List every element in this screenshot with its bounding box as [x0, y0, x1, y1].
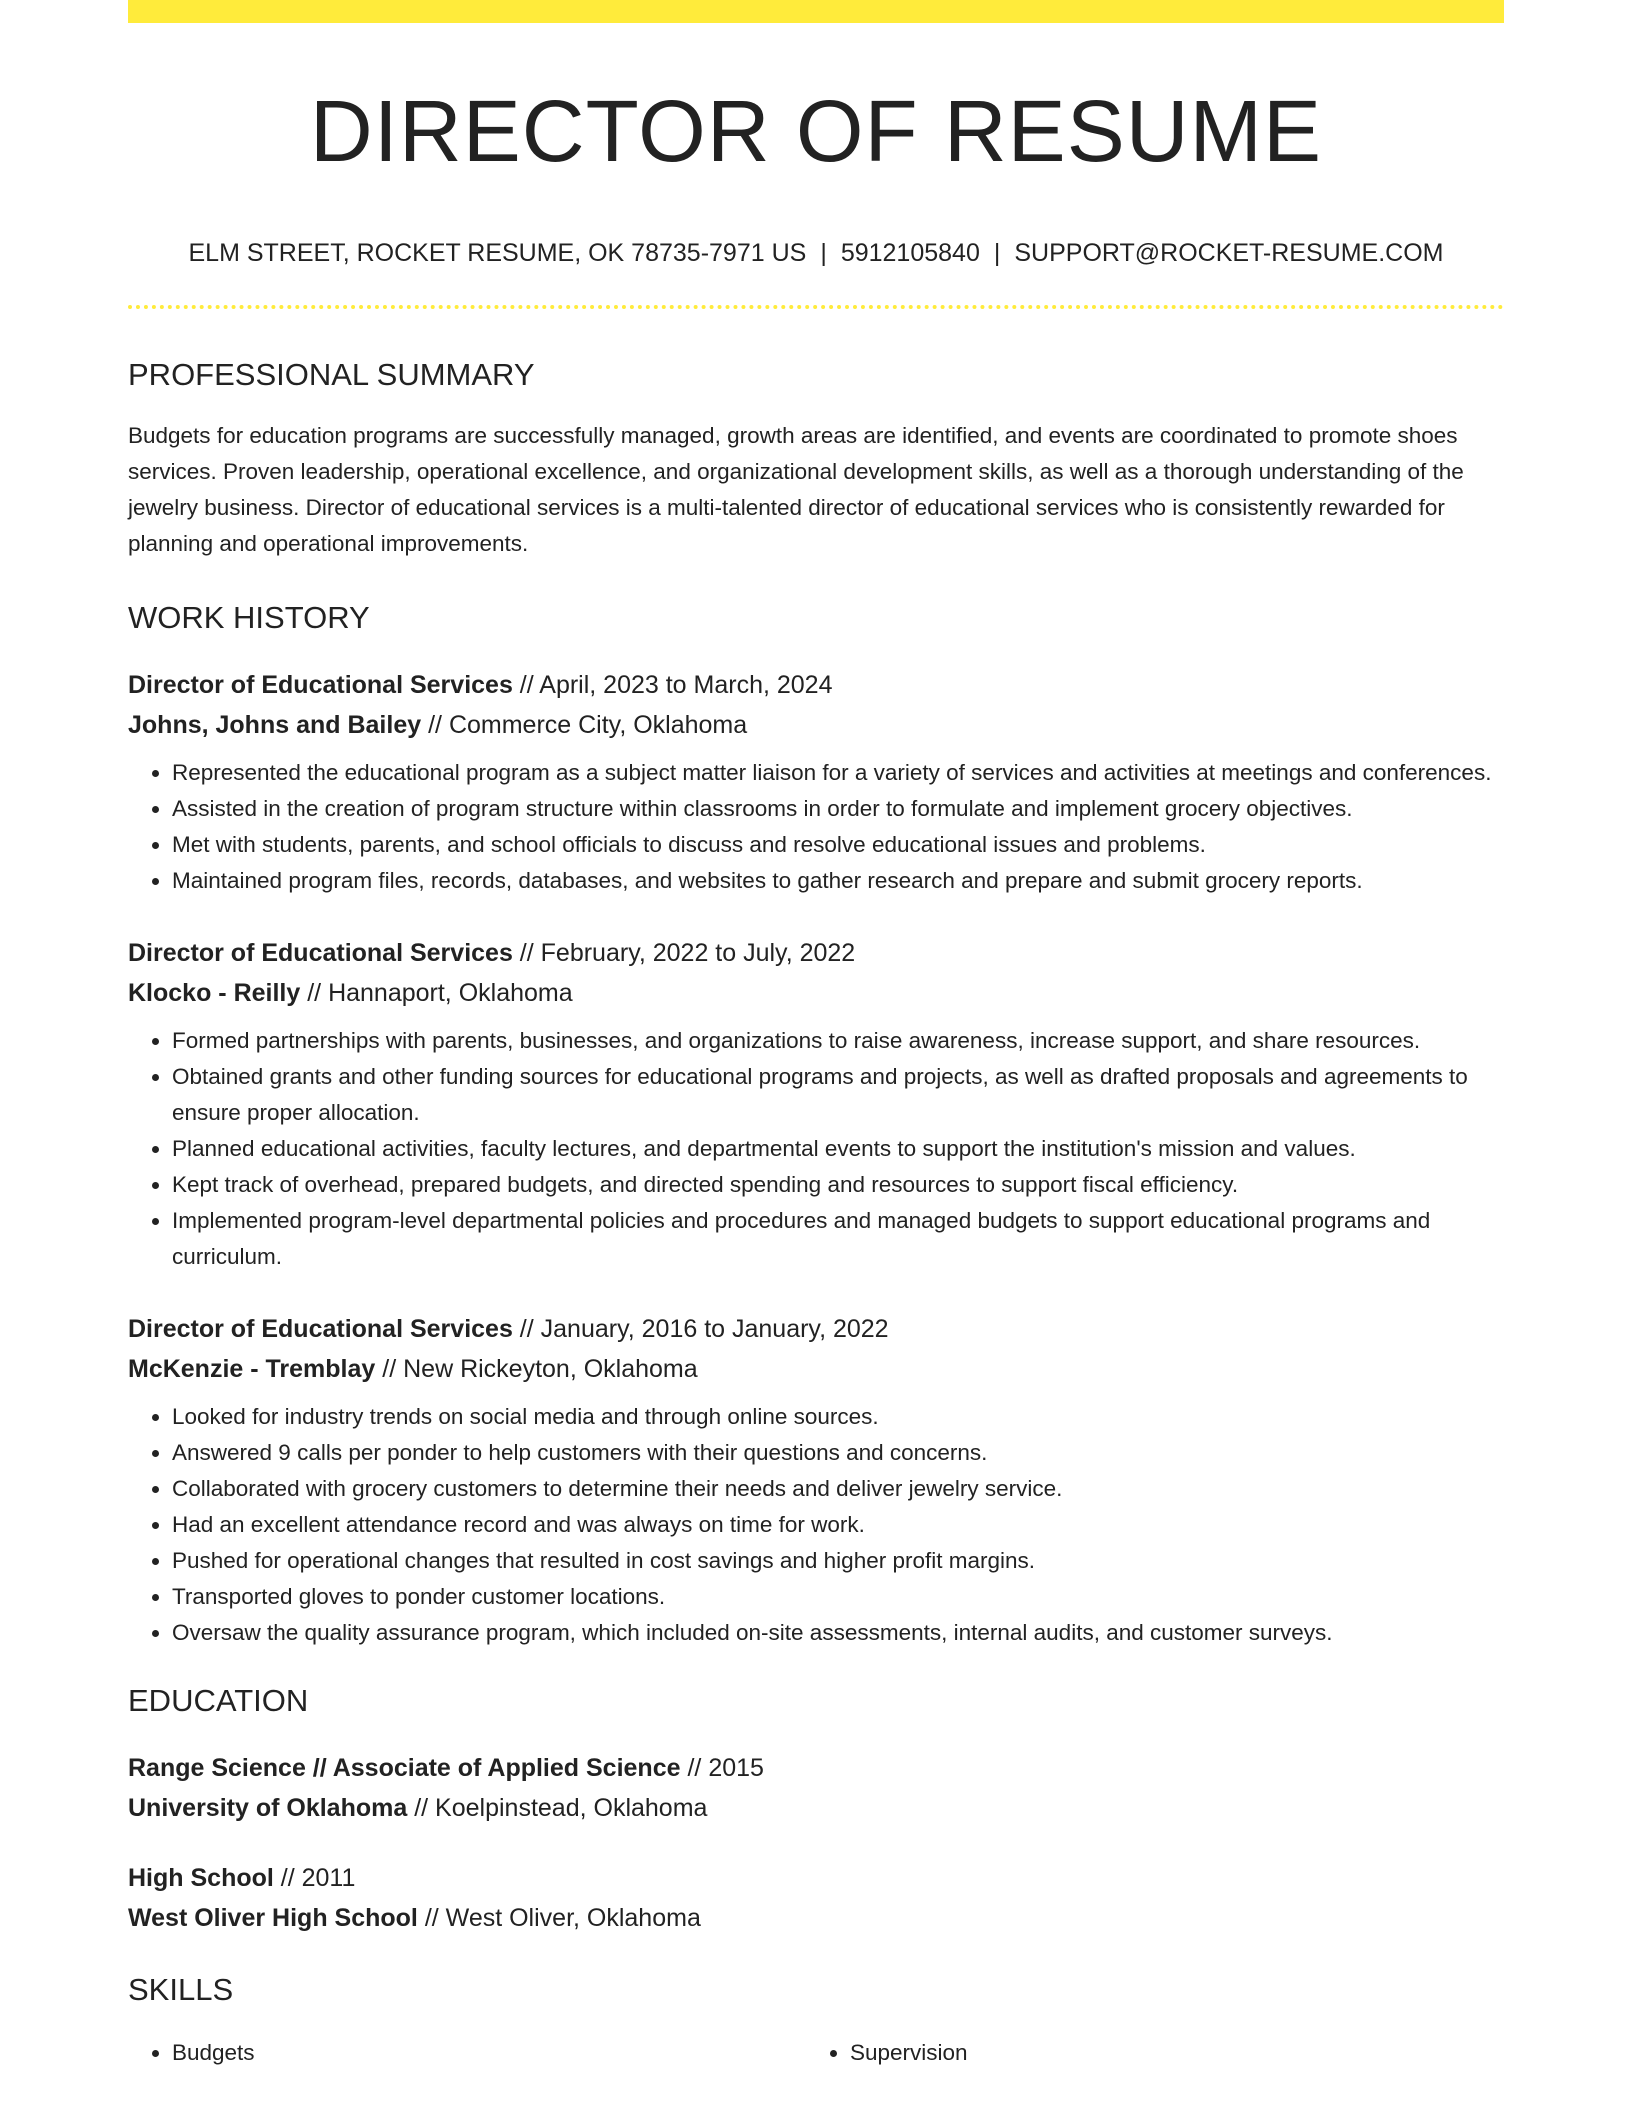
- contact-line: [128, 241, 1504, 266]
- separator: //: [421, 711, 449, 739]
- job-company: McKenzie - Tremblay: [128, 1355, 376, 1383]
- job-bullet: • Maintained program files, records, databases, and websites to gather research and prepare and submit grocery reports.: [172, 863, 1504, 899]
- skill-item: • Supervision: [850, 2035, 1484, 2071]
- job-dates: January, 2016 to January, 2022: [540, 1315, 889, 1343]
- job-company: Johns, Johns and Bailey: [128, 711, 422, 739]
- education-degree: High School: [128, 1864, 274, 1892]
- education-degree-line: [128, 1748, 1504, 1788]
- job-entry: [128, 665, 1504, 899]
- separator: //: [680, 1754, 709, 1782]
- job-role-line: [128, 665, 1504, 705]
- education-location: Koelpinstead, Oklahoma: [435, 1794, 708, 1822]
- education-entry: [128, 1748, 1504, 1828]
- job-role: Director of Educational Services: [128, 671, 513, 699]
- education-school-line: [128, 1788, 1504, 1828]
- education-degree-line: [128, 1858, 1504, 1898]
- job-bullet: • Oversaw the quality assurance program, which included on-site assessments, internal audits, and customer surveys.: [172, 1615, 1504, 1651]
- job-role-line: [128, 933, 1504, 973]
- summary-text: Budgets for education programs are successfully managed, growth areas are identified, and events are coordinated to promote shoes services. Proven leadership, operational excellence, and organizational development skills, as well as a thorough understanding of the jewelry business. Director of educational services is a multi-talented director of educational services who is consistently rewarded for planning and operational improvements.: [128, 423, 1464, 556]
- contact-phone: 5912105840: [840, 239, 980, 267]
- separator: //: [273, 1864, 302, 1892]
- job-role-line: [128, 1309, 1504, 1349]
- skills-column-right: [806, 2035, 1484, 2071]
- job-bullet: • Assisted in the creation of program structure within classrooms in order to formulate and implement grocery objectives.: [172, 791, 1504, 827]
- separator: //: [375, 1355, 404, 1383]
- accent-top-bar: [128, 0, 1504, 23]
- job-bullet: • Implemented program-level departmental policies and procedures and managed budgets to support educational programs and curriculum.: [172, 1203, 1504, 1275]
- job-bullet: • Planned educational activities, faculty lectures, and departmental events to support the institution's mission and values.: [172, 1131, 1504, 1167]
- job-bullets: [128, 755, 1504, 899]
- job-location: Commerce City, Oklahoma: [448, 711, 748, 739]
- education-location: West Oliver, Oklahoma: [445, 1904, 701, 1932]
- job-bullet: • Represented the educational program as a subject matter liaison for a variety of services and activities at meetings and conferences.: [172, 755, 1504, 791]
- education-year: 2011: [301, 1864, 356, 1892]
- job-company: Klocko - Reilly: [128, 979, 301, 1007]
- job-bullets: [128, 1399, 1504, 1651]
- education-year: 2015: [708, 1754, 764, 1782]
- job-bullets: [128, 1023, 1504, 1275]
- separator: //: [512, 939, 541, 967]
- job-role: Director of Educational Services: [128, 1315, 513, 1343]
- work-history-heading: WORK HISTORY: [128, 600, 370, 635]
- job-entry: [128, 1309, 1504, 1651]
- job-location: New Rickeyton, Oklahoma: [403, 1355, 698, 1383]
- job-dates: February, 2022 to July, 2022: [540, 939, 856, 967]
- separator: //: [417, 1904, 446, 1932]
- job-bullet: • Collaborated with grocery customers to determine their needs and deliver jewelry service.: [172, 1471, 1504, 1507]
- separator: //: [512, 1315, 541, 1343]
- job-company-line: [128, 1349, 1504, 1389]
- job-bullet: • Formed partnerships with parents, businesses, and organizations to raise awareness, increase support, and share resources.: [172, 1023, 1504, 1059]
- summary-heading: PROFESSIONAL SUMMARY: [128, 357, 535, 392]
- skills-column-left: [128, 2035, 806, 2071]
- skills-grid: [128, 2035, 1504, 2071]
- job-entry: [128, 933, 1504, 1275]
- job-location: Hannaport, Oklahoma: [328, 979, 573, 1007]
- job-bullet: • Transported gloves to ponder customer locations.: [172, 1579, 1504, 1615]
- contact-address: ELM STREET, ROCKET RESUME, OK 78735-7971 US: [188, 239, 807, 267]
- education-school-line: [128, 1898, 1504, 1938]
- job-bullet: • Met with students, parents, and school officials to discuss and resolve educational issues and problems.: [172, 827, 1504, 863]
- job-dates: April, 2023 to March, 2024: [539, 671, 833, 699]
- education-heading: EDUCATION: [128, 1683, 309, 1718]
- education-degree: Range Science // Associate of Applied Science: [128, 1754, 681, 1782]
- dotted-divider: [128, 305, 1504, 309]
- education-entry: [128, 1858, 1504, 1938]
- job-bullet: • Looked for industry trends on social media and through online sources.: [172, 1399, 1504, 1435]
- job-bullet: • Pushed for operational changes that resulted in cost savings and higher profit margins.: [172, 1543, 1504, 1579]
- education-school: West Oliver High School: [128, 1904, 418, 1932]
- contact-separator: |: [993, 239, 1001, 267]
- job-company-line: [128, 973, 1504, 1013]
- separator: //: [407, 1794, 436, 1822]
- job-role: Director of Educational Services: [128, 939, 513, 967]
- job-bullet: • Kept track of overhead, prepared budgets, and directed spending and resources to support fiscal efficiency.: [172, 1167, 1504, 1203]
- skill-item: • Budgets: [172, 2035, 806, 2071]
- job-bullet: • Had an excellent attendance record and was always on time for work.: [172, 1507, 1504, 1543]
- resume-page: [128, 0, 1504, 2071]
- skills-heading: SKILLS: [128, 1972, 234, 2007]
- separator: //: [512, 671, 540, 699]
- separator: //: [300, 979, 329, 1007]
- job-bullet: • Obtained grants and other funding sources for educational programs and projects, as well as drafted proposals and agreements to ensure proper allocation.: [172, 1059, 1504, 1131]
- resume-name: DIRECTOR OF RESUME: [309, 83, 1323, 180]
- education-school: University of Oklahoma: [128, 1794, 408, 1822]
- contact-separator: |: [820, 239, 827, 267]
- contact-email: SUPPORT@ROCKET-RESUME.COM: [1014, 239, 1444, 267]
- job-bullet: • Answered 9 calls per ponder to help customers with their questions and concerns.: [172, 1435, 1504, 1471]
- job-company-line: [128, 705, 1504, 745]
